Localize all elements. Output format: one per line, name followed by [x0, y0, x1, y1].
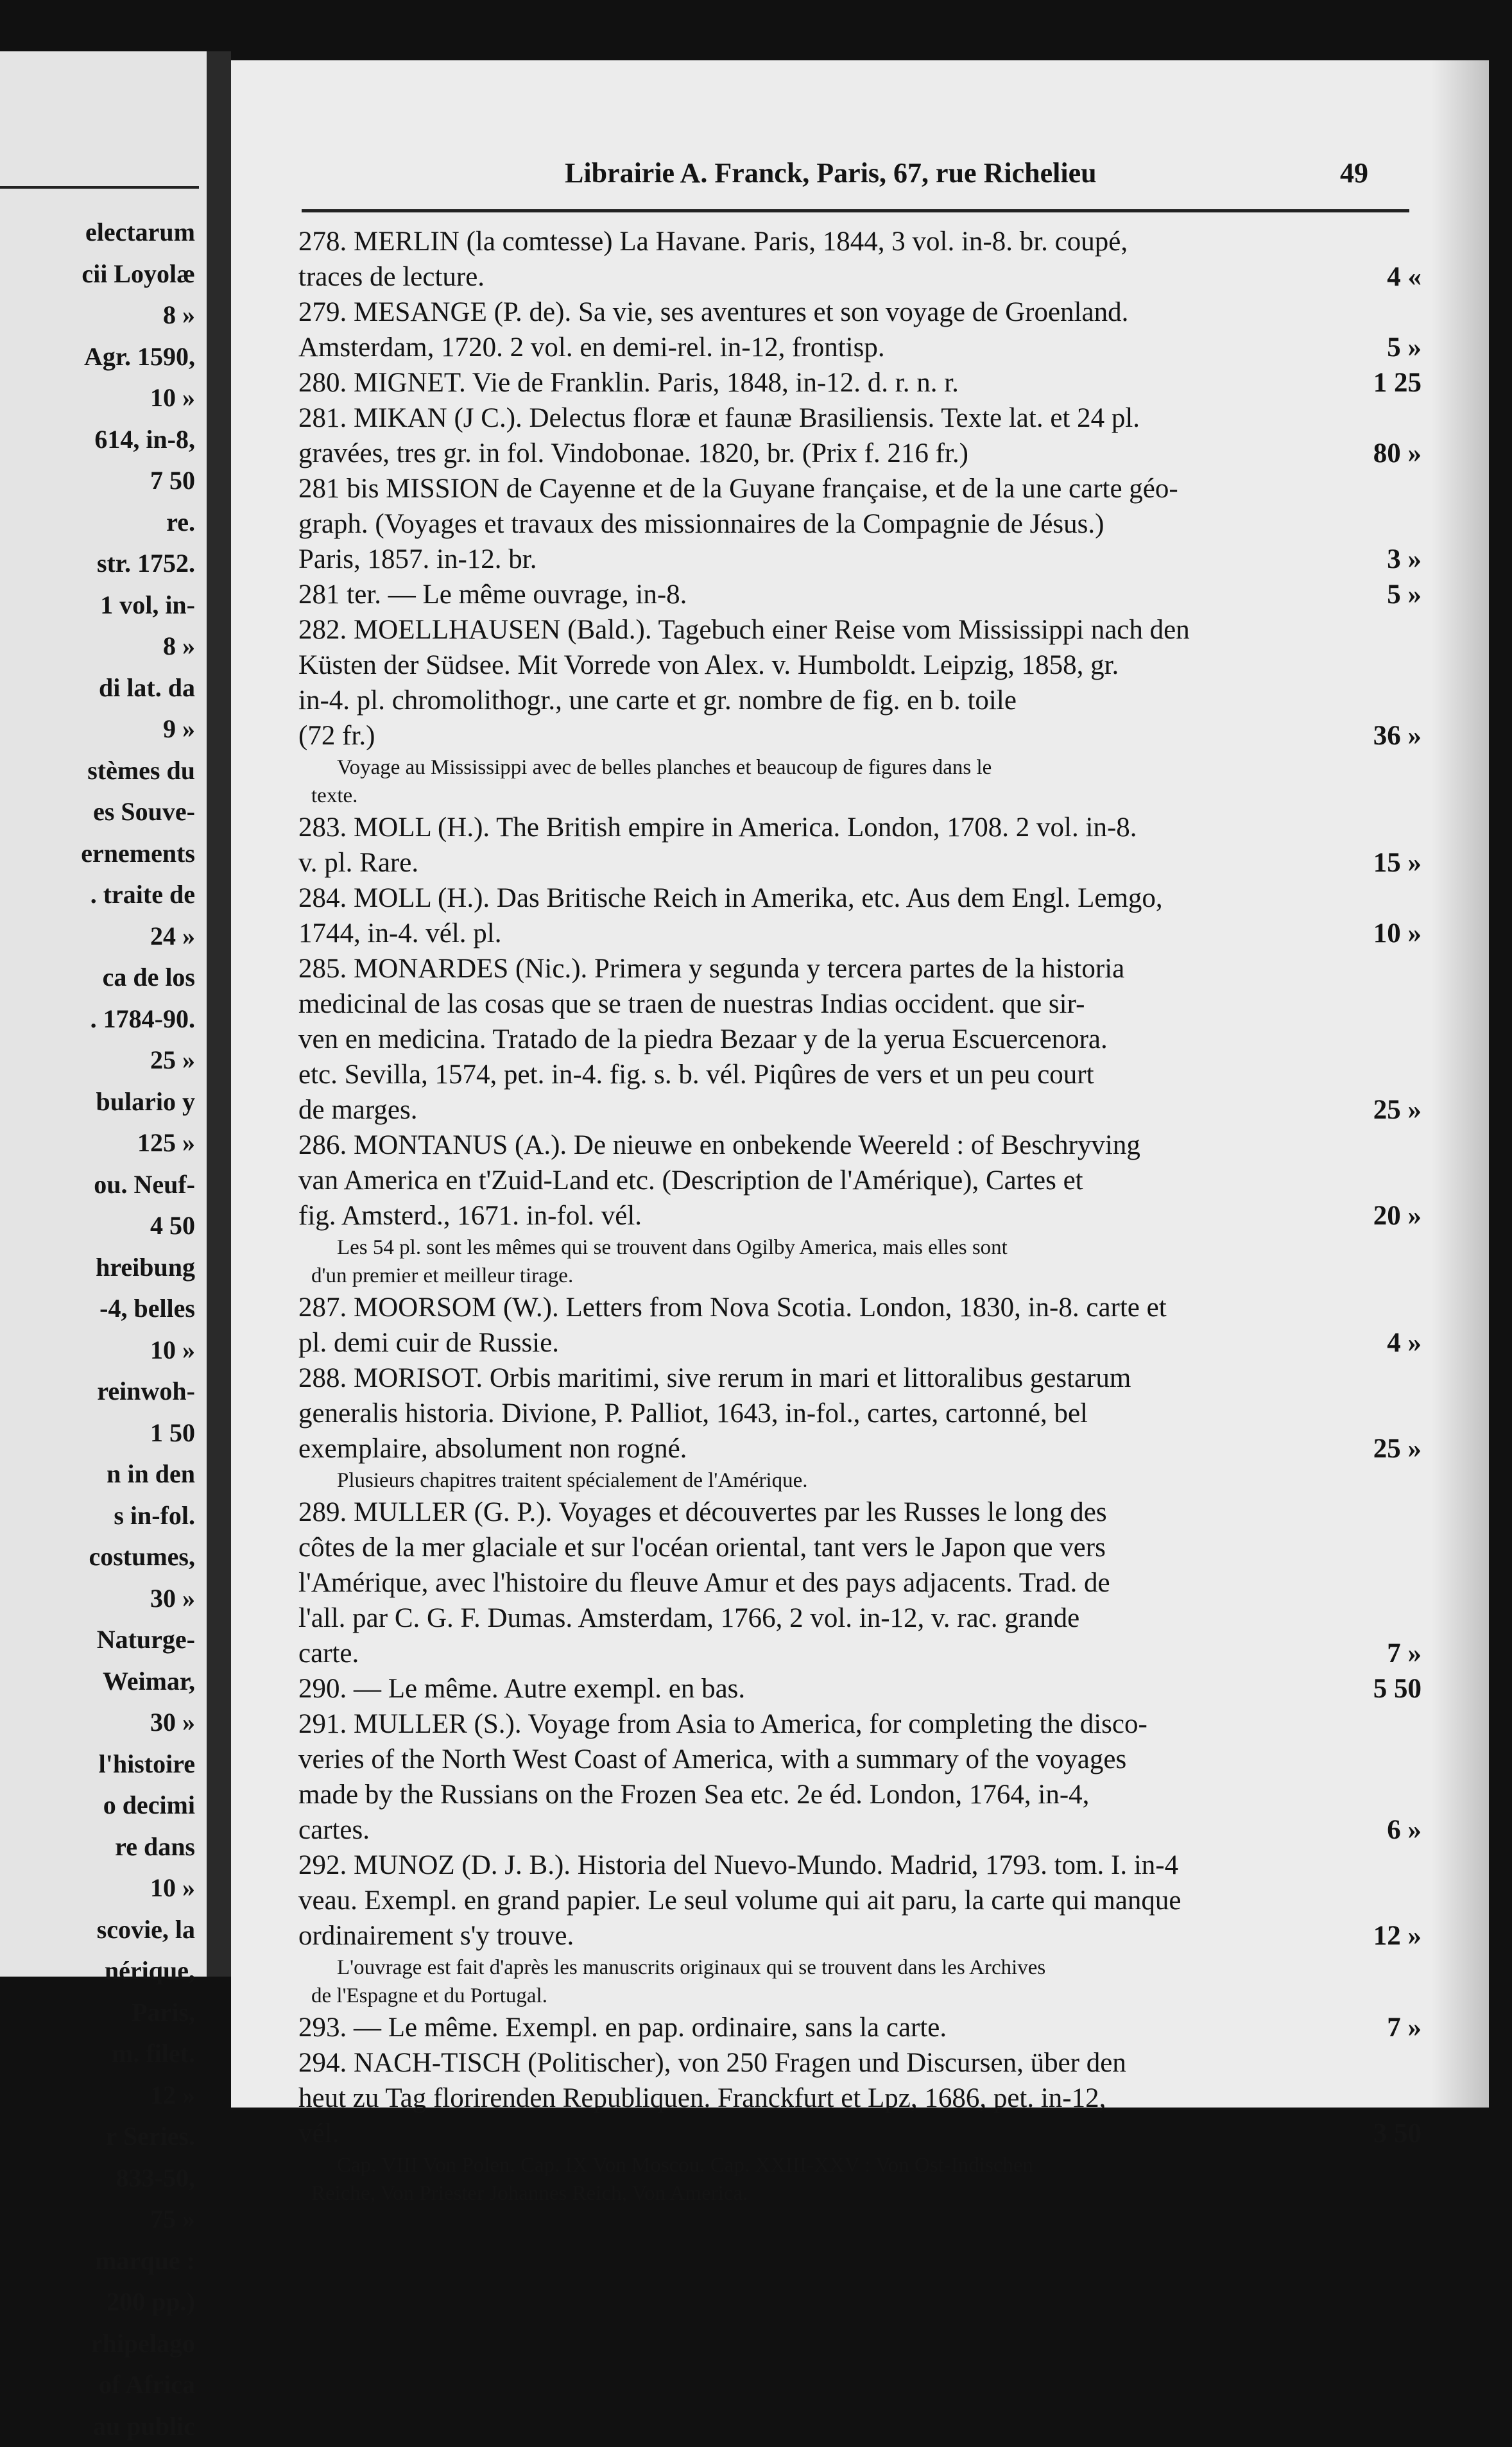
- catalogue-page: [231, 60, 1489, 2108]
- catalogue-entry: [298, 471, 1422, 577]
- entry-text: 281 ter. — Le même ouvrage, in-8.: [298, 577, 1378, 612]
- entry-line: [298, 577, 1422, 612]
- catalogue-entry: [298, 1495, 1422, 1671]
- entry-text: vél.: [298, 2116, 1364, 2151]
- left-page-line: str. 1752.: [0, 543, 204, 585]
- entry-price: 25 »: [1373, 1431, 1422, 1466]
- entry-line: [298, 648, 1422, 683]
- entry-text: 278. MERLIN (la comtesse) La Havane. Paris, 1844, 3 vol. in-8. br. coupé,: [298, 224, 1413, 259]
- entry-text: etc. Sevilla, 1574, pet. in-4. fig. s. b. vél. Piqûres de vers et un peu court: [298, 1057, 1413, 1092]
- entry-line: [298, 845, 1422, 880]
- catalogue-entry: [298, 577, 1422, 612]
- entry-text: 294. NACH-TISCH (Politischer), von 250 Fragen und Discursen, über den: [298, 2045, 1413, 2081]
- left-page-line: electarum: [0, 212, 204, 253]
- entry-line: [298, 612, 1422, 648]
- entry-text: Amsterdam, 1720. 2 vol. en demi-rel. in-12, frontisp.: [298, 330, 1378, 365]
- entry-price: 4 »: [1387, 1325, 1422, 1361]
- left-page-line: hreibung: [0, 1247, 204, 1289]
- entry-line: [298, 1325, 1422, 1361]
- entry-price: 12 »: [1373, 1918, 1422, 1953]
- entry-price: 20 »: [1373, 1198, 1422, 1233]
- left-page-line: 8 »: [0, 295, 204, 336]
- left-page-line: . traite de: [0, 874, 204, 916]
- entry-price: 7 »: [1387, 2010, 1422, 2045]
- left-page-line: reinwoh-: [0, 1371, 204, 1412]
- catalogue-entry: [298, 1361, 1422, 1495]
- entry-line: [298, 1883, 1422, 1918]
- entry-text: ven en medicina. Tratado de la piedra Bezaar y de la yerua Escuercenora.: [298, 1022, 1413, 1057]
- left-page-line: -4, belles: [0, 1288, 204, 1330]
- entry-text: van America en t'Zuid-Land etc. (Description de l'Amérique), Cartes et: [298, 1163, 1413, 1198]
- page-number: 49: [1340, 157, 1368, 189]
- entry-note: Plusieurs chapitres traitent spécialement de l'Amérique.: [298, 1466, 1422, 1495]
- entry-text: 283. MOLL (H.). The British empire in America. London, 1708. 2 vol. in-8.: [298, 810, 1413, 845]
- entry-text: veau. Exempl. en grand papier. Le seul volume qui ait paru, la carte qui manque: [298, 1883, 1413, 1918]
- left-page-line: 10 »: [0, 1867, 204, 1909]
- entry-line: [298, 810, 1422, 845]
- left-page-line: di lat. da: [0, 667, 204, 709]
- entry-text: 281. MIKAN (J C.). Delectus floræ et faunæ Brasiliensis. Texte lat. et 24 pl.: [298, 400, 1413, 436]
- entry-price: 5 50: [1373, 1671, 1422, 1706]
- entry-note: d'un premier et meilleur tirage.: [298, 1262, 1422, 1290]
- left-page-line: 200 pp.): [0, 2281, 204, 2323]
- entry-line: [298, 365, 1422, 400]
- left-page-line: rhipelago: [0, 2323, 204, 2365]
- left-page-line: 7 50: [0, 460, 204, 502]
- entry-text: traces de lecture.: [298, 259, 1378, 295]
- catalogue-entry: [298, 400, 1422, 471]
- entry-text: Küsten der Südsee. Mit Vorrede von Alex. v. Humboldt. Leipzig, 1858, gr.: [298, 648, 1413, 683]
- catalogue-entry: [298, 1128, 1422, 1290]
- left-page-line: Paris,: [0, 1992, 204, 2034]
- entry-line: [298, 1742, 1422, 1777]
- entry-text: generalis historia. Divione, P. Palliot, 1643, in-fol., cartes, cartonné, bel: [298, 1396, 1413, 1431]
- left-page-line: 75 »: [0, 2199, 204, 2240]
- left-page-line: Weimar,: [0, 1661, 204, 1703]
- entry-line: [298, 1565, 1422, 1601]
- entry-note: texte.: [298, 782, 1422, 810]
- left-page-line: 24 »: [0, 916, 204, 957]
- entry-price: 15 »: [1373, 845, 1422, 880]
- entry-line: [298, 1636, 1422, 1671]
- entry-line: [298, 1431, 1422, 1466]
- entry-line: [298, 2081, 1422, 2116]
- page-header: [231, 157, 1373, 202]
- entry-note: Cap. VIII Von Polen. Cap. IX Von Moscou. Cap. XXIII-XXV : Von Ost-Indischen: [298, 2151, 1422, 2179]
- catalogue-entry: [298, 880, 1422, 951]
- catalogue-entry: [298, 1290, 1422, 1361]
- entry-price: 4 «: [1387, 259, 1422, 295]
- left-page-line: 25 »: [0, 1040, 204, 1081]
- left-page-line: ernements: [0, 833, 204, 875]
- entry-text: de marges.: [298, 1092, 1364, 1128]
- entry-line: [298, 2116, 1422, 2151]
- entry-text: fig. Amsterd., 1671. in-fol. vél.: [298, 1198, 1364, 1233]
- left-page-line: 12 »: [0, 2075, 204, 2116]
- left-page-line: marque :: [0, 2240, 204, 2282]
- left-page-line: costumes,: [0, 1536, 204, 1578]
- entry-line: [298, 259, 1422, 295]
- catalogue-entry: [298, 2010, 1422, 2045]
- entry-line: [298, 683, 1422, 718]
- entry-line: [298, 916, 1422, 951]
- left-page-line: m. filet.: [0, 2033, 204, 2075]
- entry-price: 7 »: [1387, 1636, 1422, 1671]
- running-title: Librairie A. Franck, Paris, 67, rue Richelieu: [565, 157, 1097, 189]
- entry-line: [298, 986, 1422, 1022]
- left-page-line: 614, in-8,: [0, 419, 204, 461]
- entry-note: Voyage au Mississippi avec de belles planches et beaucoup de figures dans le: [298, 753, 1422, 782]
- entry-line: [298, 1671, 1422, 1706]
- entry-text: (72 fr.): [298, 718, 1364, 753]
- entry-text: gravées, tres gr. in fol. Vindobonae. 1820, br. (Prix f. 216 fr.): [298, 436, 1364, 471]
- left-page-line: 833-50,: [0, 2158, 204, 2199]
- entry-text: 289. MULLER (G. P.). Voyages et découvertes par les Russes le long des: [298, 1495, 1413, 1530]
- left-page-line: ca de los: [0, 957, 204, 999]
- entry-price: 1 25: [1373, 365, 1422, 400]
- entry-line: [298, 1396, 1422, 1431]
- entry-text: graph. (Voyages et travaux des missionnaires de la Compagnie de Jésus.): [298, 506, 1413, 542]
- entry-text: 293. — Le même. Exempl. en pap. ordinaire, sans la carte.: [298, 2010, 1378, 2045]
- entry-line: [298, 330, 1422, 365]
- entry-price: 10 »: [1373, 916, 1422, 951]
- entry-line: [298, 1290, 1422, 1325]
- entry-text: Paris, 1857. in-12. br.: [298, 542, 1378, 577]
- entry-text: ordinairement s'y trouve.: [298, 1918, 1364, 1953]
- entry-text: 279. MESANGE (P. de). Sa vie, ses aventures et son voyage de Groenland.: [298, 295, 1413, 330]
- entry-text: 290. — Le même. Autre exempl. en bas.: [298, 1671, 1364, 1706]
- entry-line: [298, 951, 1422, 986]
- left-page-line: . 1784-90.: [0, 999, 204, 1040]
- catalogue-entry: [298, 1848, 1422, 2010]
- catalogue-entry: [298, 1671, 1422, 1706]
- entry-text: 280. MIGNET. Vie de Franklin. Paris, 1848, in-12. d. r. n. r.: [298, 365, 1364, 400]
- entry-price: 3 »: [1387, 542, 1422, 577]
- left-page-line: l'histoire: [0, 1744, 204, 1785]
- left-page-line: 4 50: [0, 1205, 204, 1247]
- entry-line: [298, 1128, 1422, 1163]
- left-page-line: 10 »: [0, 377, 204, 419]
- entry-line: [298, 1022, 1422, 1057]
- left-page-fragment: [0, 51, 207, 1977]
- catalogue-entry: [298, 810, 1422, 880]
- entry-line: [298, 436, 1422, 471]
- entry-text: 1744, in-4. vél. pl.: [298, 916, 1364, 951]
- entry-line: [298, 1777, 1422, 1812]
- entry-note: Les 54 pl. sont les mêmes qui se trouvent dans Ogilby America, mais elles sont: [298, 1233, 1422, 1262]
- entry-line: [298, 718, 1422, 753]
- left-page-line: scovie, la: [0, 1909, 204, 1951]
- left-page-line: cii Loyolæ: [0, 253, 204, 295]
- entry-line: [298, 1361, 1422, 1396]
- left-page-line: es Souve-: [0, 791, 204, 833]
- entry-text: 281 bis MISSION de Cayenne et de la Guyane française, et de la une carte géo-: [298, 471, 1413, 506]
- left-page-line: Agr. 1590,: [0, 336, 204, 378]
- entry-line: [298, 1918, 1422, 1953]
- entry-price: 6 »: [1387, 1812, 1422, 1848]
- entry-text: 288. MORISOT. Orbis maritimi, sive rerum in mari et littoralibus gestarum: [298, 1361, 1413, 1396]
- left-page-line: r Series.: [0, 2116, 204, 2158]
- book-spine: [207, 51, 231, 1977]
- left-page-line: of Africa: [0, 2364, 204, 2406]
- entry-text: carte.: [298, 1636, 1378, 1671]
- entry-text: 284. MOLL (H.). Das Britische Reich in Amerika, etc. Aus dem Engl. Lemgo,: [298, 880, 1413, 916]
- entry-text: in-4. pl. chromolithogr., une carte et gr. nombre de fig. en b. toile: [298, 683, 1413, 718]
- page-shadow: [1431, 60, 1489, 2108]
- entry-price: 25 »: [1373, 1092, 1422, 1128]
- left-page-text: [0, 212, 204, 2447]
- left-page-line: re dans: [0, 1826, 204, 1868]
- entry-line: [298, 471, 1422, 506]
- entry-line: [298, 224, 1422, 259]
- entry-line: [298, 542, 1422, 577]
- entry-text: 282. MOELLHAUSEN (Bald.). Tagebuch einer Reise vom Mississippi nach den: [298, 612, 1413, 648]
- left-page-rule: [0, 186, 199, 189]
- entry-text: veries of the North West Coast of America, with a summary of the voyages: [298, 1742, 1413, 1777]
- entry-line: [298, 1495, 1422, 1530]
- entry-price: 5 »: [1387, 330, 1422, 365]
- left-page-line: 30 »: [0, 1702, 204, 1744]
- entry-text: 292. MUNOZ (D. J. B.). Historia del Nuevo-Mundo. Madrid, 1793. tom. I. in-4: [298, 1848, 1413, 1883]
- entry-text: 286. MONTANUS (A.). De nieuwe en onbekende Weereld : of Beschryving: [298, 1128, 1413, 1163]
- catalogue-entries: [298, 224, 1422, 2208]
- left-page-line: nérique,: [0, 1950, 204, 1992]
- entry-text: v. pl. Rare.: [298, 845, 1364, 880]
- left-page-line: ou. Neuf-: [0, 1164, 204, 1206]
- left-page-line: stèmes du: [0, 750, 204, 792]
- entry-line: [298, 1601, 1422, 1636]
- entry-text: cartes.: [298, 1812, 1378, 1848]
- entry-text: made by the Russians on the Frozen Sea etc. 2e éd. London, 1764, in-4,: [298, 1777, 1413, 1812]
- entry-text: l'Amérique, avec l'histoire du fleuve Amur et des pays adjacents. Trad. de: [298, 1565, 1413, 1601]
- entry-text: 287. MOORSOM (W.). Letters from Nova Scotia. London, 1830, in-8. carte et: [298, 1290, 1413, 1325]
- entry-line: [298, 1057, 1422, 1092]
- entry-text: l'all. par C. G. F. Dumas. Amsterdam, 1766, 2 vol. in-12, v. rac. grande: [298, 1601, 1413, 1636]
- left-page-line: o decimi: [0, 1785, 204, 1826]
- entry-line: [298, 1812, 1422, 1848]
- entry-line: [298, 2010, 1422, 2045]
- header-rule: [302, 209, 1409, 212]
- left-page-line: 30 »: [0, 1578, 204, 1620]
- entry-price: 80 »: [1373, 436, 1422, 471]
- entry-price: 3 50: [1373, 2116, 1422, 2151]
- left-page-line: 125 »: [0, 1122, 204, 1164]
- entry-text: pl. demi cuir de Russie.: [298, 1325, 1378, 1361]
- entry-line: [298, 295, 1422, 330]
- catalogue-entry: [298, 951, 1422, 1128]
- left-page-line: 1 vol, in-: [0, 585, 204, 626]
- entry-price: 5 »: [1387, 577, 1422, 612]
- left-page-line: Naturge-: [0, 1619, 204, 1661]
- entry-line: [298, 1092, 1422, 1128]
- catalogue-entry: [298, 224, 1422, 295]
- entry-text: 291. MULLER (S.). Voyage from Asia to America, for completing the disco-: [298, 1706, 1413, 1742]
- left-page-line: s in-fol.: [0, 1495, 204, 1537]
- entry-note: L'ouvrage est fait d'après les manuscrits originaux qui se trouvent dans les Archives: [298, 1953, 1422, 1982]
- entry-line: [298, 2045, 1422, 2081]
- left-page-line: 8 »: [0, 626, 204, 667]
- entry-line: [298, 400, 1422, 436]
- entry-line: [298, 506, 1422, 542]
- catalogue-entry: [298, 2045, 1422, 2208]
- left-page-line: au public: [0, 2406, 204, 2447]
- left-page-line: 10 »: [0, 1330, 204, 1371]
- entry-line: [298, 1848, 1422, 1883]
- entry-text: heut zu Tag florirenden Republiquen. Franckfurt et Lpz, 1686, pet. in-12,: [298, 2081, 1413, 2116]
- catalogue-entry: [298, 295, 1422, 365]
- catalogue-entry: [298, 612, 1422, 810]
- entry-text: côtes de la mer glaciale et sur l'océan oriental, tant vers le Japon que vers: [298, 1530, 1413, 1565]
- catalogue-entry: [298, 365, 1422, 400]
- entry-line: [298, 1530, 1422, 1565]
- entry-line: [298, 880, 1422, 916]
- entry-price: 36 »: [1373, 718, 1422, 753]
- catalogue-entry: [298, 1706, 1422, 1848]
- left-page-line: re.: [0, 502, 204, 544]
- entry-note: Reiche, Von Priester Johannes Reich, Von America.: [298, 2179, 1422, 2208]
- entry-note: de l'Espagne et du Portugal.: [298, 1982, 1422, 2010]
- left-page-line: bulario y: [0, 1081, 204, 1123]
- entry-text: exemplaire, absolument non rogné.: [298, 1431, 1364, 1466]
- entry-line: [298, 1163, 1422, 1198]
- entry-line: [298, 1198, 1422, 1233]
- entry-text: medicinal de las cosas que se traen de nuestras Indias occident. que sir-: [298, 986, 1413, 1022]
- left-page-line: 1 50: [0, 1412, 204, 1454]
- left-page-line: n in den: [0, 1454, 204, 1495]
- entry-text: 285. MONARDES (Nic.). Primera y segunda y tercera partes de la historia: [298, 951, 1413, 986]
- left-page-line: 9 »: [0, 708, 204, 750]
- entry-line: [298, 1706, 1422, 1742]
